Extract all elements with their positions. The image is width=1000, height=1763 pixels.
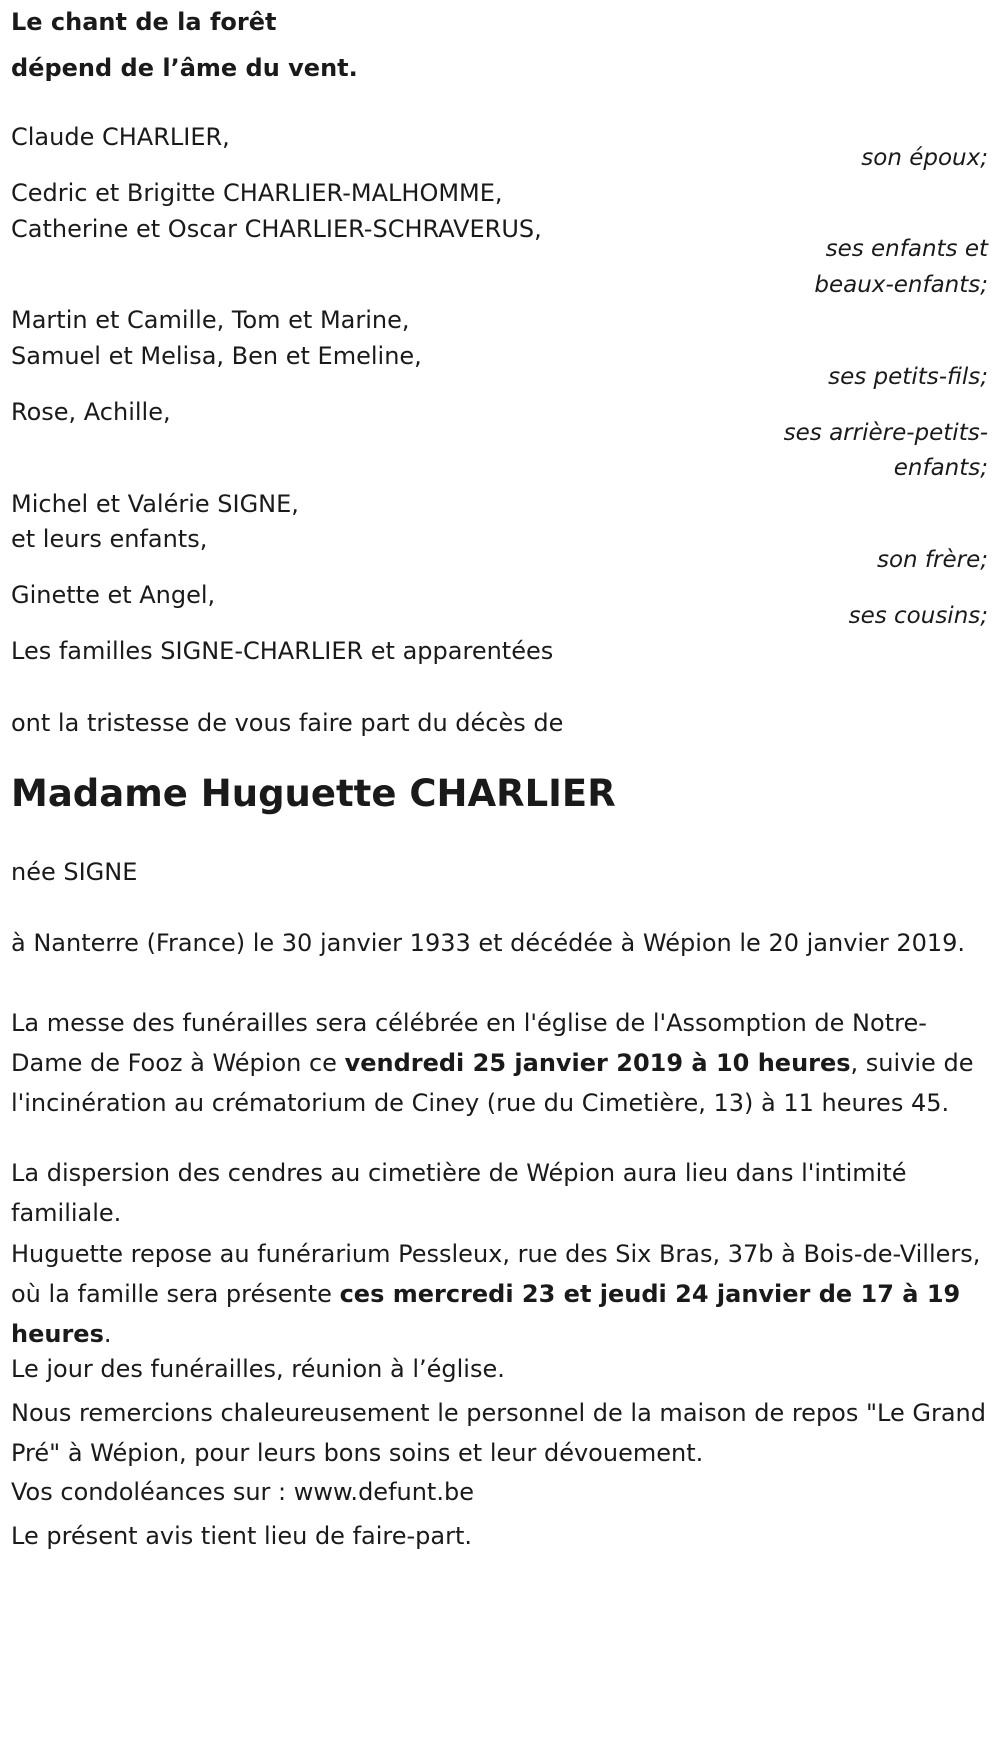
meeting-paragraph: Le jour des funérailles, réunion à l’église. (11, 1355, 505, 1383)
great-grandchildren-role-line-2: enfants; (893, 455, 988, 481)
grandchildren-line-1: Martin et Camille, Tom et Marine, (11, 306, 410, 334)
great-grandchildren-role-line-1: ses arrière-petits- (783, 420, 988, 446)
visitation-dates: ces mercredi 23 et jeudi 24 janvier de 17 à 19 heures (11, 1280, 961, 1348)
funeral-mass-paragraph (11, 1003, 988, 1123)
funeral-mass-text-2: , suivie de l'incinération au crématorium de Ciney (rue du Cimetière, 13) à 11 heures 45. (11, 1049, 974, 1117)
families-line: Les familles SIGNE-CHARLIER et apparentées (11, 637, 554, 665)
thanks-paragraph: Nous remercions chaleureusement le personnel de la maison de repos "Le Grand Pré" à Wépion, pour leurs bons soins et leur dévouement. (11, 1399, 986, 1467)
husband-name: Claude CHARLIER, (11, 123, 230, 151)
children-line-2: Catherine et Oscar CHARLIER-SCHRAVERUS, (11, 215, 542, 243)
children-line-1: Cedric et Brigitte CHARLIER-MALHOMME, (11, 179, 503, 207)
grandchildren-line-2: Samuel et Melisa, Ben et Emeline, (11, 342, 422, 370)
cousins-names: Ginette et Angel, (11, 581, 216, 609)
visitation-paragraph (11, 1234, 988, 1354)
birth-death-paragraph: à Nanterre (France) le 30 janvier 1933 et décédée à Wépion le 20 janvier 2019. (11, 929, 966, 957)
epigraph-line-2: dépend de l’âme du vent. (11, 54, 358, 82)
deceased-name: Madame Huguette CHARLIER (11, 772, 616, 815)
visitation-text-1: Huguette repose au funérarium Pessleux, rue des Six Bras, 37b à Bois-de-Villers, où la famille sera présente (11, 1240, 981, 1308)
grandchildren-role: ses petits-fils; (828, 364, 988, 390)
epigraph-line-1: Le chant de la forêt (11, 8, 277, 36)
great-grandchildren: Rose, Achille, (11, 398, 171, 426)
husband-role: son époux; (861, 145, 988, 171)
notice-paragraph: Le présent avis tient lieu de faire-part. (11, 1522, 473, 1550)
children-role-line-1: ses enfants et (825, 236, 988, 262)
funeral-mass-date: vendredi 25 janvier 2019 à 10 heures (344, 1049, 851, 1077)
funeral-mass-text-1: La messe des funérailles sera célébrée en l'église de l'Assomption de Notre-Dame de Fooz à Wépion ce (11, 1009, 927, 1077)
visitation-text-2: . (103, 1320, 112, 1348)
maiden-name: née SIGNE (11, 858, 138, 886)
cousins-role: ses cousins; (848, 603, 988, 629)
condolences-paragraph: Vos condoléances sur : www.defunt.be (11, 1478, 474, 1506)
ashes-paragraph: La dispersion des cendres au cimetière de Wépion aura lieu dans l'intimité familiale. (11, 1159, 907, 1227)
brother-line-1: Michel et Valérie SIGNE, (11, 490, 299, 518)
brother-line-2: et leurs enfants, (11, 525, 208, 553)
children-role-line-2: beaux-enfants; (814, 272, 988, 298)
brother-role: son frère; (876, 547, 988, 573)
announcement: ont la tristesse de vous faire part du décès de (11, 709, 564, 737)
